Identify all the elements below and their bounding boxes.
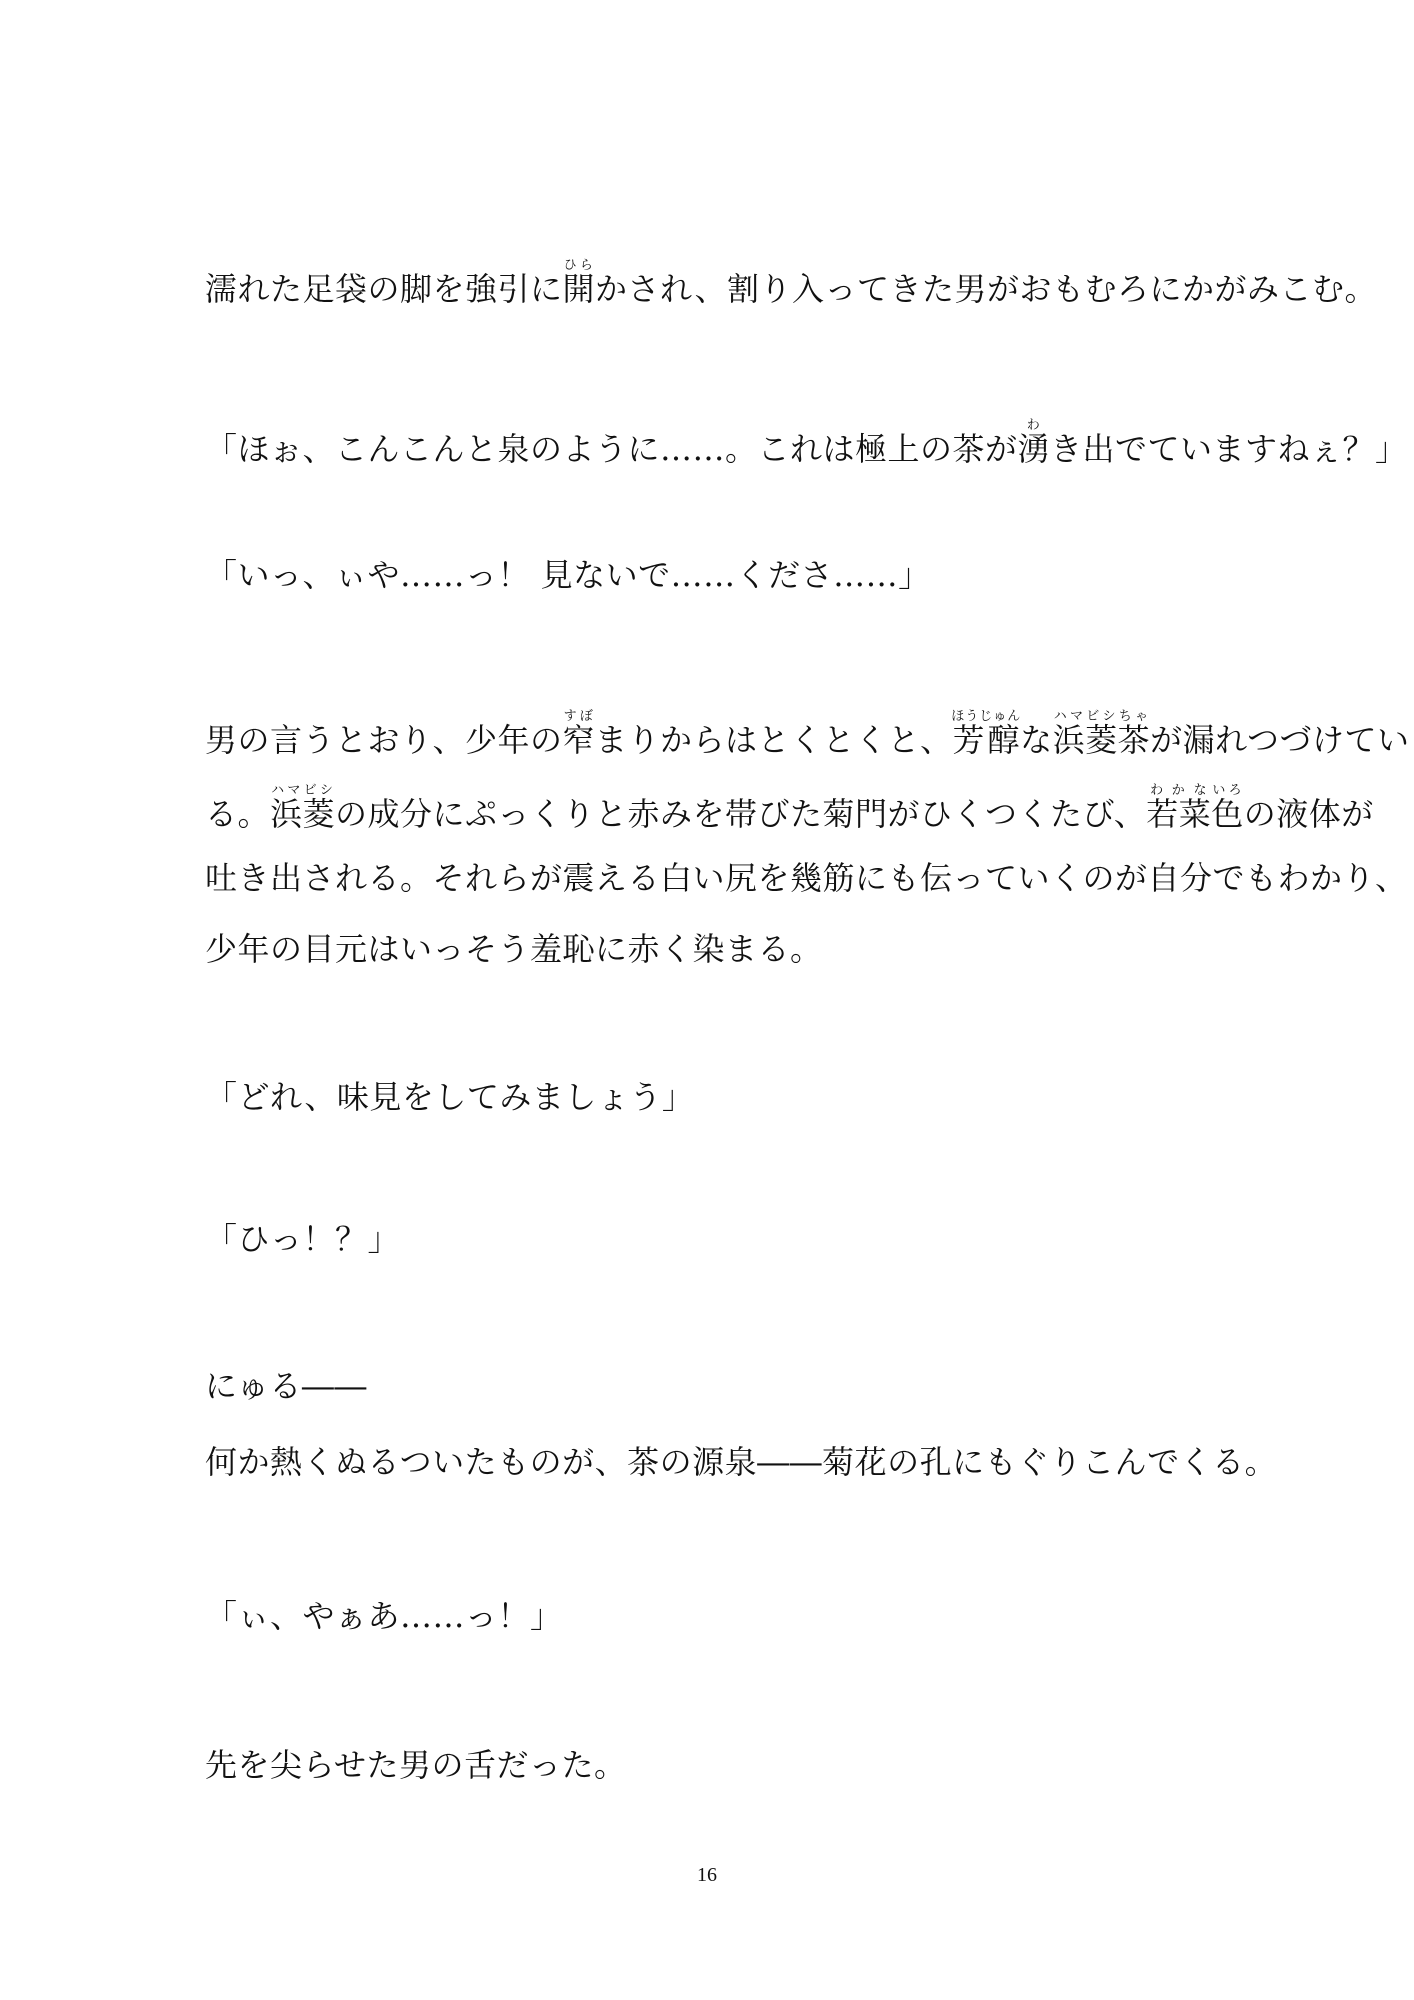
text-line — [205, 418, 1408, 469]
ruby-word: 芳醇ほうじゅん — [951, 709, 1022, 759]
text-run: かされ、割り入ってきた男がおもむろにかがみこむ。 — [595, 270, 1377, 308]
ruby-word: 浜菱ハマビシ — [1052, 709, 1118, 759]
ruby-reading: いろ — [1211, 783, 1244, 798]
text-run: 「ひっ！？」 — [205, 1220, 401, 1258]
ruby-word: 若菜わかな — [1146, 783, 1212, 833]
ruby-word: 茶ちゃ — [1117, 709, 1151, 759]
text-run: 濡れた足袋の脚を強引に — [205, 270, 563, 308]
text-line — [205, 858, 1408, 898]
ruby-word: 開ひら — [562, 258, 596, 308]
text-line — [205, 929, 1225, 969]
text-run: な — [1020, 721, 1053, 759]
text-run: 男の言うとおり、少年の — [205, 721, 563, 759]
text-line — [205, 258, 1377, 309]
text-line — [205, 1596, 1225, 1636]
ruby-reading: わ — [1017, 418, 1051, 433]
text-line — [205, 709, 1410, 760]
ruby-word: 色いろ — [1211, 783, 1244, 833]
ruby-reading: ひら — [562, 258, 596, 273]
text-run: 「ほぉ、こんこんと泉のように……。これは極上の茶が — [205, 430, 1018, 468]
text-run: 先を尖らせた男の舌だった。 — [205, 1746, 627, 1784]
ruby-word: 窄すぼ — [562, 709, 596, 759]
page-number: 16 — [697, 1864, 717, 1886]
text-run: 少年の目元はいっそう羞恥に赤く染まる。 — [205, 930, 823, 968]
ruby-reading: すぼ — [562, 709, 596, 724]
text-run: 吐き出される。それらが震える白い尻を幾筋にも伝っていくのが自分でもわかり、 — [205, 859, 1408, 897]
text-run: き出でていますねぇ？」 — [1050, 430, 1408, 468]
text-run: が漏れつづけてい — [1150, 721, 1410, 759]
ruby-reading: ちゃ — [1117, 709, 1151, 724]
text-line — [205, 555, 1225, 595]
text-run: まりからはとくとくと、 — [595, 721, 953, 759]
text-run: の成分にぷっくりと赤みを帯びた菊門がひくつくたび、 — [335, 795, 1147, 833]
text-line — [205, 783, 1374, 834]
text-run: 「どれ、味見をしてみましょう」 — [205, 1078, 695, 1116]
ruby-reading: ほうじゅん — [951, 709, 1022, 724]
text-line — [205, 1366, 1225, 1406]
ruby-word: 浜菱ハマビシ — [270, 783, 336, 833]
text-line — [205, 1077, 1225, 1117]
text-line — [205, 1442, 1278, 1482]
text-line — [205, 1745, 1225, 1785]
text-run: 何か熱くぬるついたものが、茶の源泉――菊花の孔にもぐりこんでくる。 — [205, 1443, 1278, 1481]
text-run: 「いっ、ぃや……っ！ 見ないで……くださ……」 — [205, 556, 931, 594]
text-line — [205, 1219, 1225, 1259]
ruby-reading: わかな — [1146, 783, 1212, 798]
text-run: の液体が — [1243, 795, 1374, 833]
ruby-reading: ハマビシ — [1052, 709, 1118, 724]
ruby-word: 湧わ — [1017, 418, 1051, 468]
text-run: にゅる―― — [205, 1367, 367, 1405]
ruby-reading: ハマビシ — [270, 783, 336, 798]
text-run: る。 — [205, 795, 271, 833]
text-run: 「ぃ、やぁあ……っ！」 — [205, 1597, 563, 1635]
